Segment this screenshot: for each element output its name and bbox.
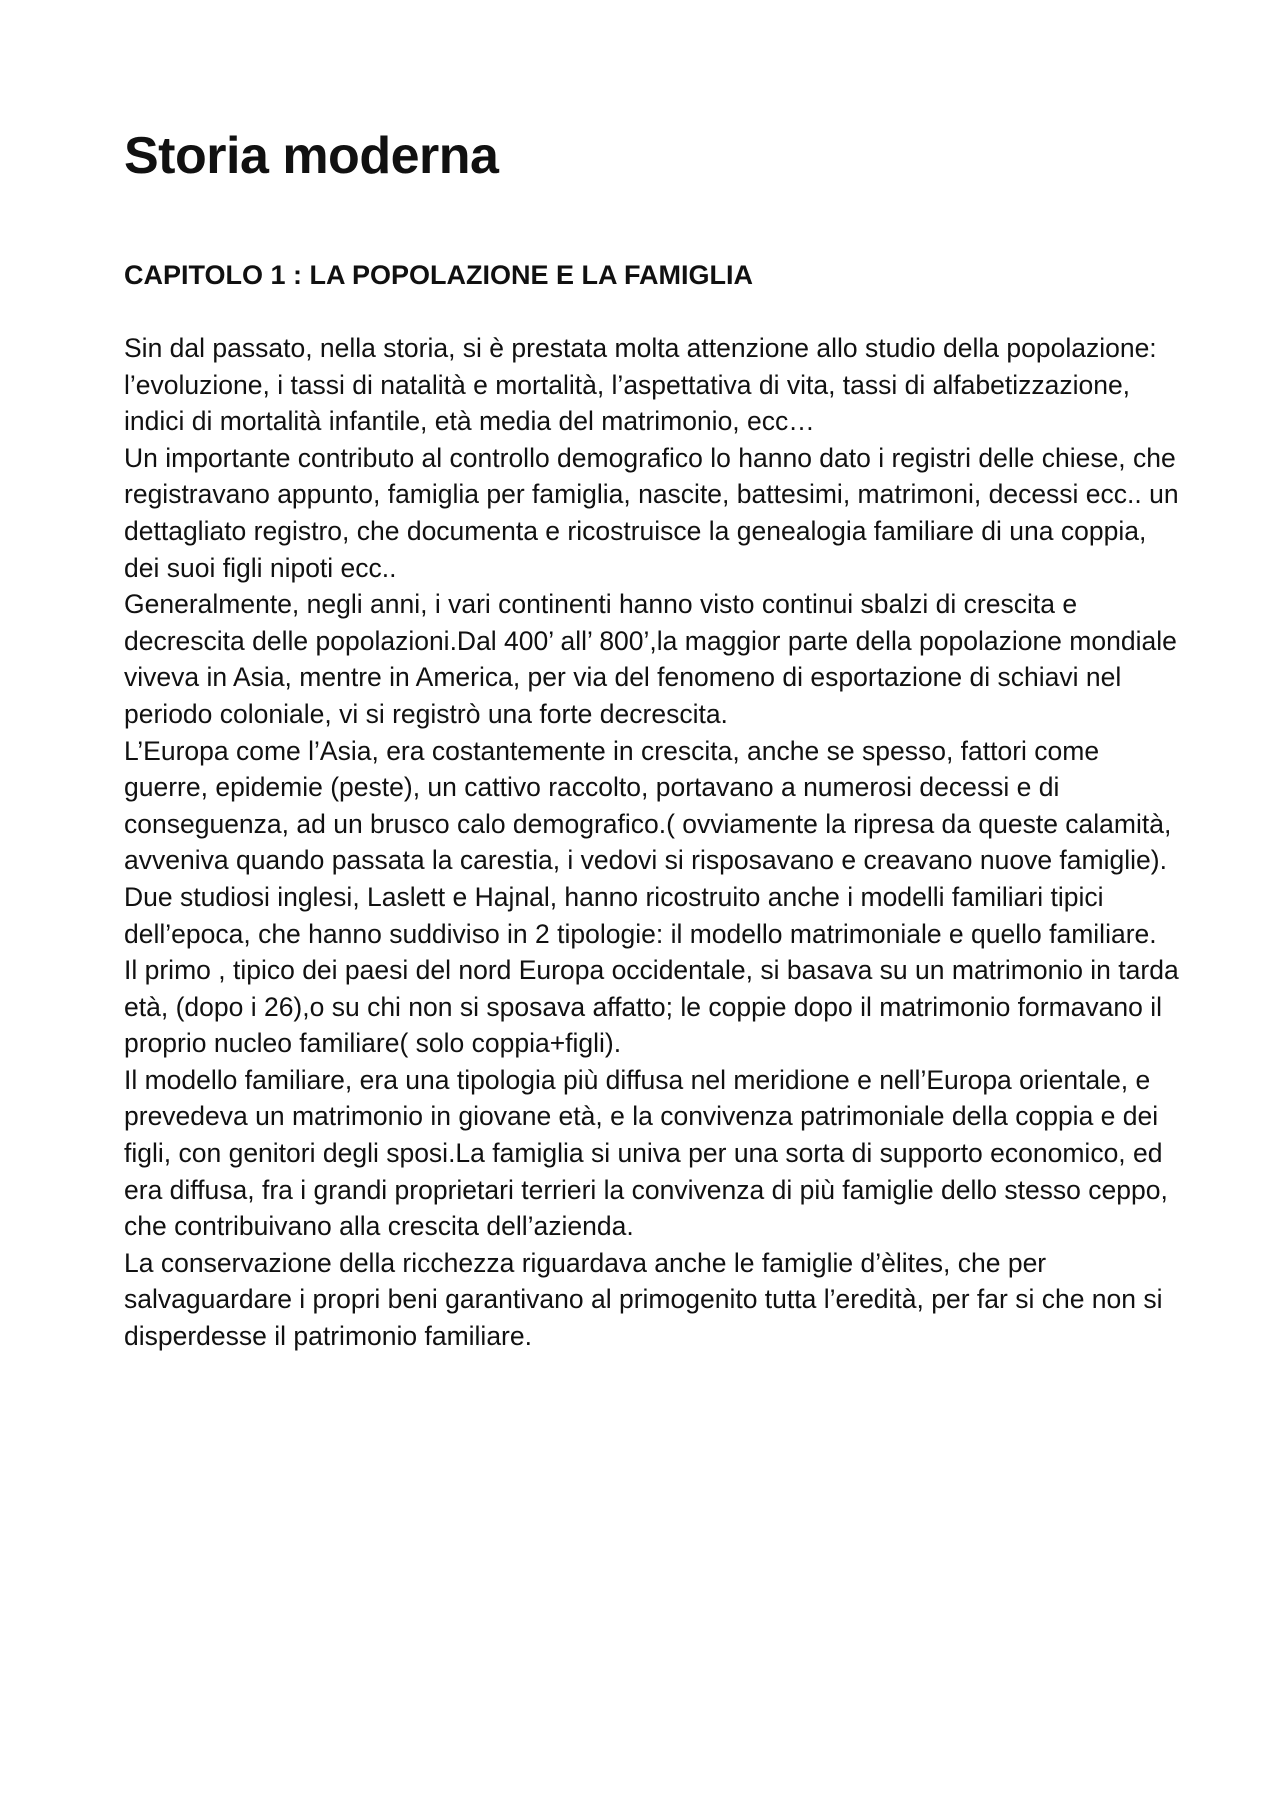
paragraph: Un importante contributo al controllo demografico lo hanno dato i registri delle chiese, che registravano appunto, famiglia per famiglia, nascite, battesimi, matrimoni, decessi ecc.. un dettagliato registro, che documenta e ricostruisce la genealogia familiare di una coppia, dei suoi figli nipoti ecc.. <box>124 442 1179 583</box>
document-page <box>124 120 1184 1355</box>
paragraph: Il primo , tipico dei paesi del nord Europa occidentale, si basava su un matrimonio in tarda età, (dopo i 26),o su chi non si sposava affatto; le coppie dopo il matrimonio formavano il proprio nucleo familiare( solo coppia+figli). <box>124 955 1179 1059</box>
document-title: Storia moderna <box>124 127 499 185</box>
paragraph: Due studiosi inglesi, Laslett e Hajnal, hanno ricostruito anche i modelli familiari tipici dell’epoca, che hanno suddiviso in 2 tipologie: il modello matrimoniale e quello familiare. <box>124 881 1157 949</box>
paragraph: La conservazione della ricchezza riguardava anche le famiglie d’èlites, che per salvaguardare i propri beni garantivano al primogenito tutta l’eredità, per far si che non si disperdesse il patrimonio familiare. <box>124 1247 1163 1352</box>
chapter-heading: CAPITOLO 1 : LA POPOLAZIONE E LA FAMIGLIA <box>124 260 754 290</box>
paragraph: Il modello familiare, era una tipologia più diffusa nel meridione e nell’Europa orientale, e prevedeva un matrimonio in giovane età, e la convivenza patrimoniale della coppia e dei figli, con genitori degli sposi.La famiglia si univa per una sorta di supporto economico, ed era diffusa, fra i grandi proprietari terrieri la convivenza di più famiglie dello stesso ceppo, che contribuivano alla crescita dell’azienda. <box>124 1064 1168 1242</box>
paragraph: Generalmente, negli anni, i vari continenti hanno visto continui sbalzi di crescita e decrescita delle popolazioni.Dal 400’ all’ 800’,la maggior parte della popolazione mondiale viveva in Asia, mentre in America, per via del fenomeno di esportazione di schiavi nel periodo coloniale, vi si registrò una forte decrescita. <box>124 589 1177 729</box>
body-text <box>124 330 1184 1355</box>
paragraph: Sin dal passato, nella storia, si è prestata molta attenzione allo studio della popolazione: l’evoluzione, i tassi di natalità e mortalità, l’aspettativa di vita, tassi di alfabetizzazione, indici di mortalità infantile, età media del matrimonio, ecc… <box>124 333 1157 437</box>
paragraph: L’Europa come l’Asia, era costantemente in crescita, anche se spesso, fattori come guerre, epidemie (peste), un cattivo raccolto, portavano a numerosi decessi e di conseguenza, ad un brusco calo demografico.( ovviamente la ripresa da queste calamità, avveniva quando passata la carestia, i vedovi si risposavano e creavano nuove famiglie). <box>124 735 1172 876</box>
